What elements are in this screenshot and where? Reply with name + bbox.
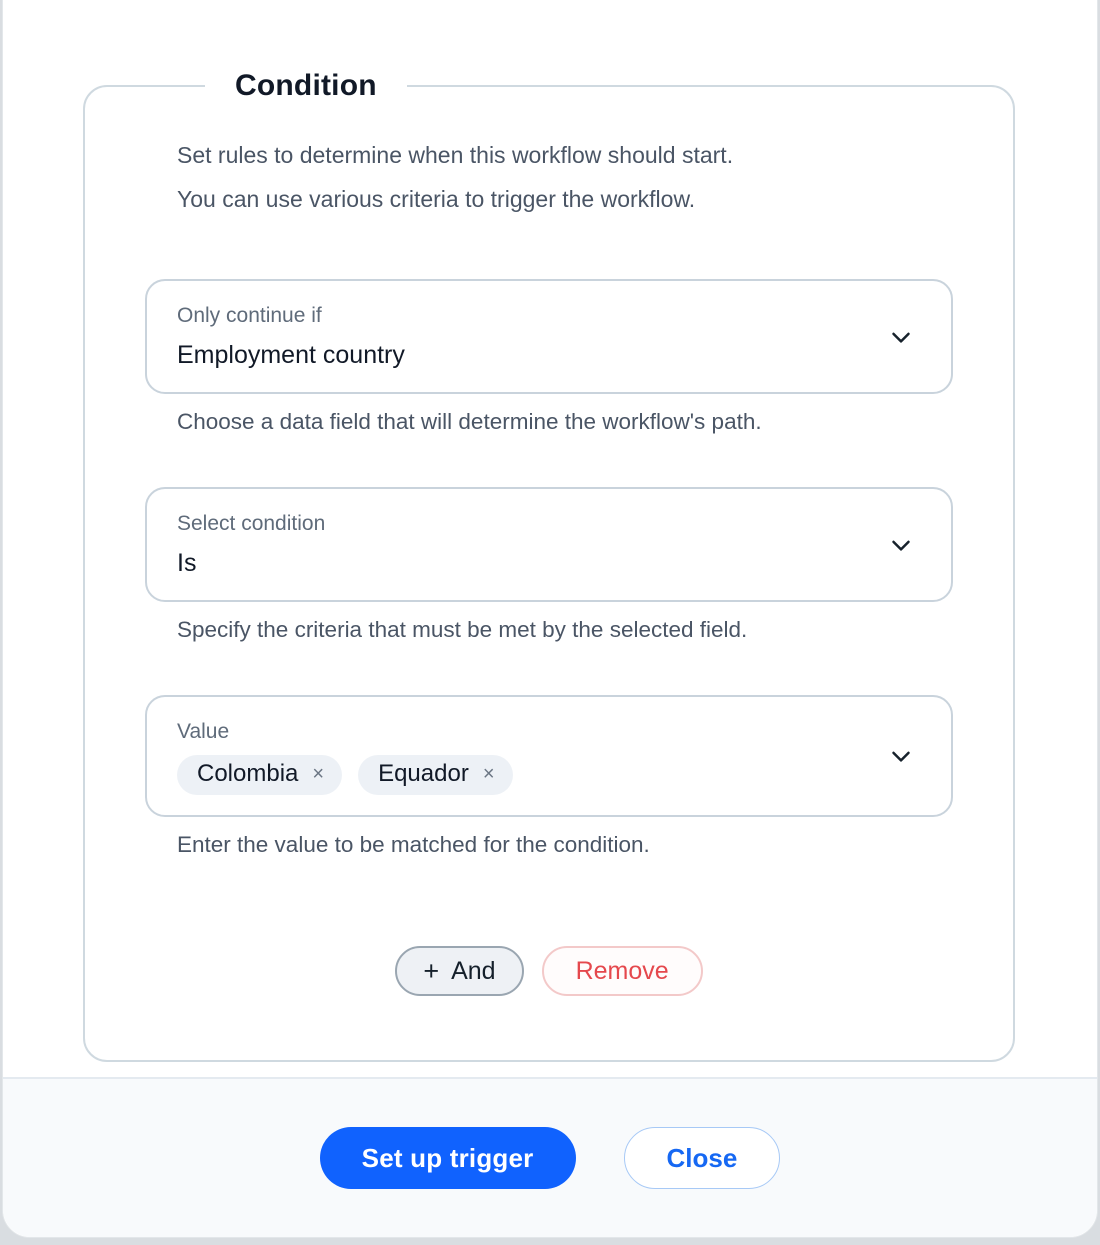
value-chip (177, 755, 342, 795)
selected-values (177, 755, 861, 795)
section-description-line1: Set rules to determine when this workflow should start. (177, 142, 734, 168)
condition-select-value: Is (177, 549, 197, 577)
field-select-value: Employment country (177, 341, 405, 369)
value-chip (358, 755, 512, 795)
add-and-button[interactable] (395, 946, 523, 996)
field-select-helper: Choose a data field that will determine the workflow's path. (177, 409, 762, 434)
condition-dialog (2, 0, 1098, 1238)
value-select-group (145, 695, 953, 858)
dialog-footer (3, 1077, 1097, 1237)
remove-condition-button[interactable]: Remove (542, 946, 703, 996)
remove-chip-icon[interactable]: × (312, 763, 325, 785)
dialog-content (3, 0, 1097, 1077)
value-select[interactable] (145, 695, 953, 817)
field-select[interactable] (145, 279, 953, 394)
section-description (177, 133, 953, 221)
condition-section (83, 69, 1015, 1062)
remove-chip-icon[interactable]: × (482, 763, 495, 785)
condition-select-group (145, 487, 953, 643)
close-button[interactable]: Close (624, 1127, 781, 1189)
section-title: Condition (235, 69, 377, 102)
value-chip-label: Equador (378, 760, 469, 787)
condition-select-label: Select condition (177, 512, 326, 535)
condition-select-helper: Specify the criteria that must be met by the selected field. (177, 617, 748, 642)
section-description-line2: You can use various criteria to trigger the workflow. (177, 186, 696, 212)
set-up-trigger-button[interactable]: Set up trigger (320, 1127, 576, 1189)
value-select-label: Value (177, 720, 230, 743)
value-select-helper: Enter the value to be matched for the condition. (177, 832, 650, 857)
chevron-down-icon (885, 321, 917, 353)
chevron-down-icon (885, 740, 917, 772)
field-select-label: Only continue if (177, 304, 322, 327)
value-chip-label: Colombia (197, 760, 299, 787)
add-and-button-label: And (451, 956, 496, 985)
plus-icon: + (423, 955, 440, 986)
field-select-group (145, 279, 953, 435)
condition-select[interactable] (145, 487, 953, 602)
chevron-down-icon (885, 529, 917, 561)
condition-actions (145, 946, 953, 996)
